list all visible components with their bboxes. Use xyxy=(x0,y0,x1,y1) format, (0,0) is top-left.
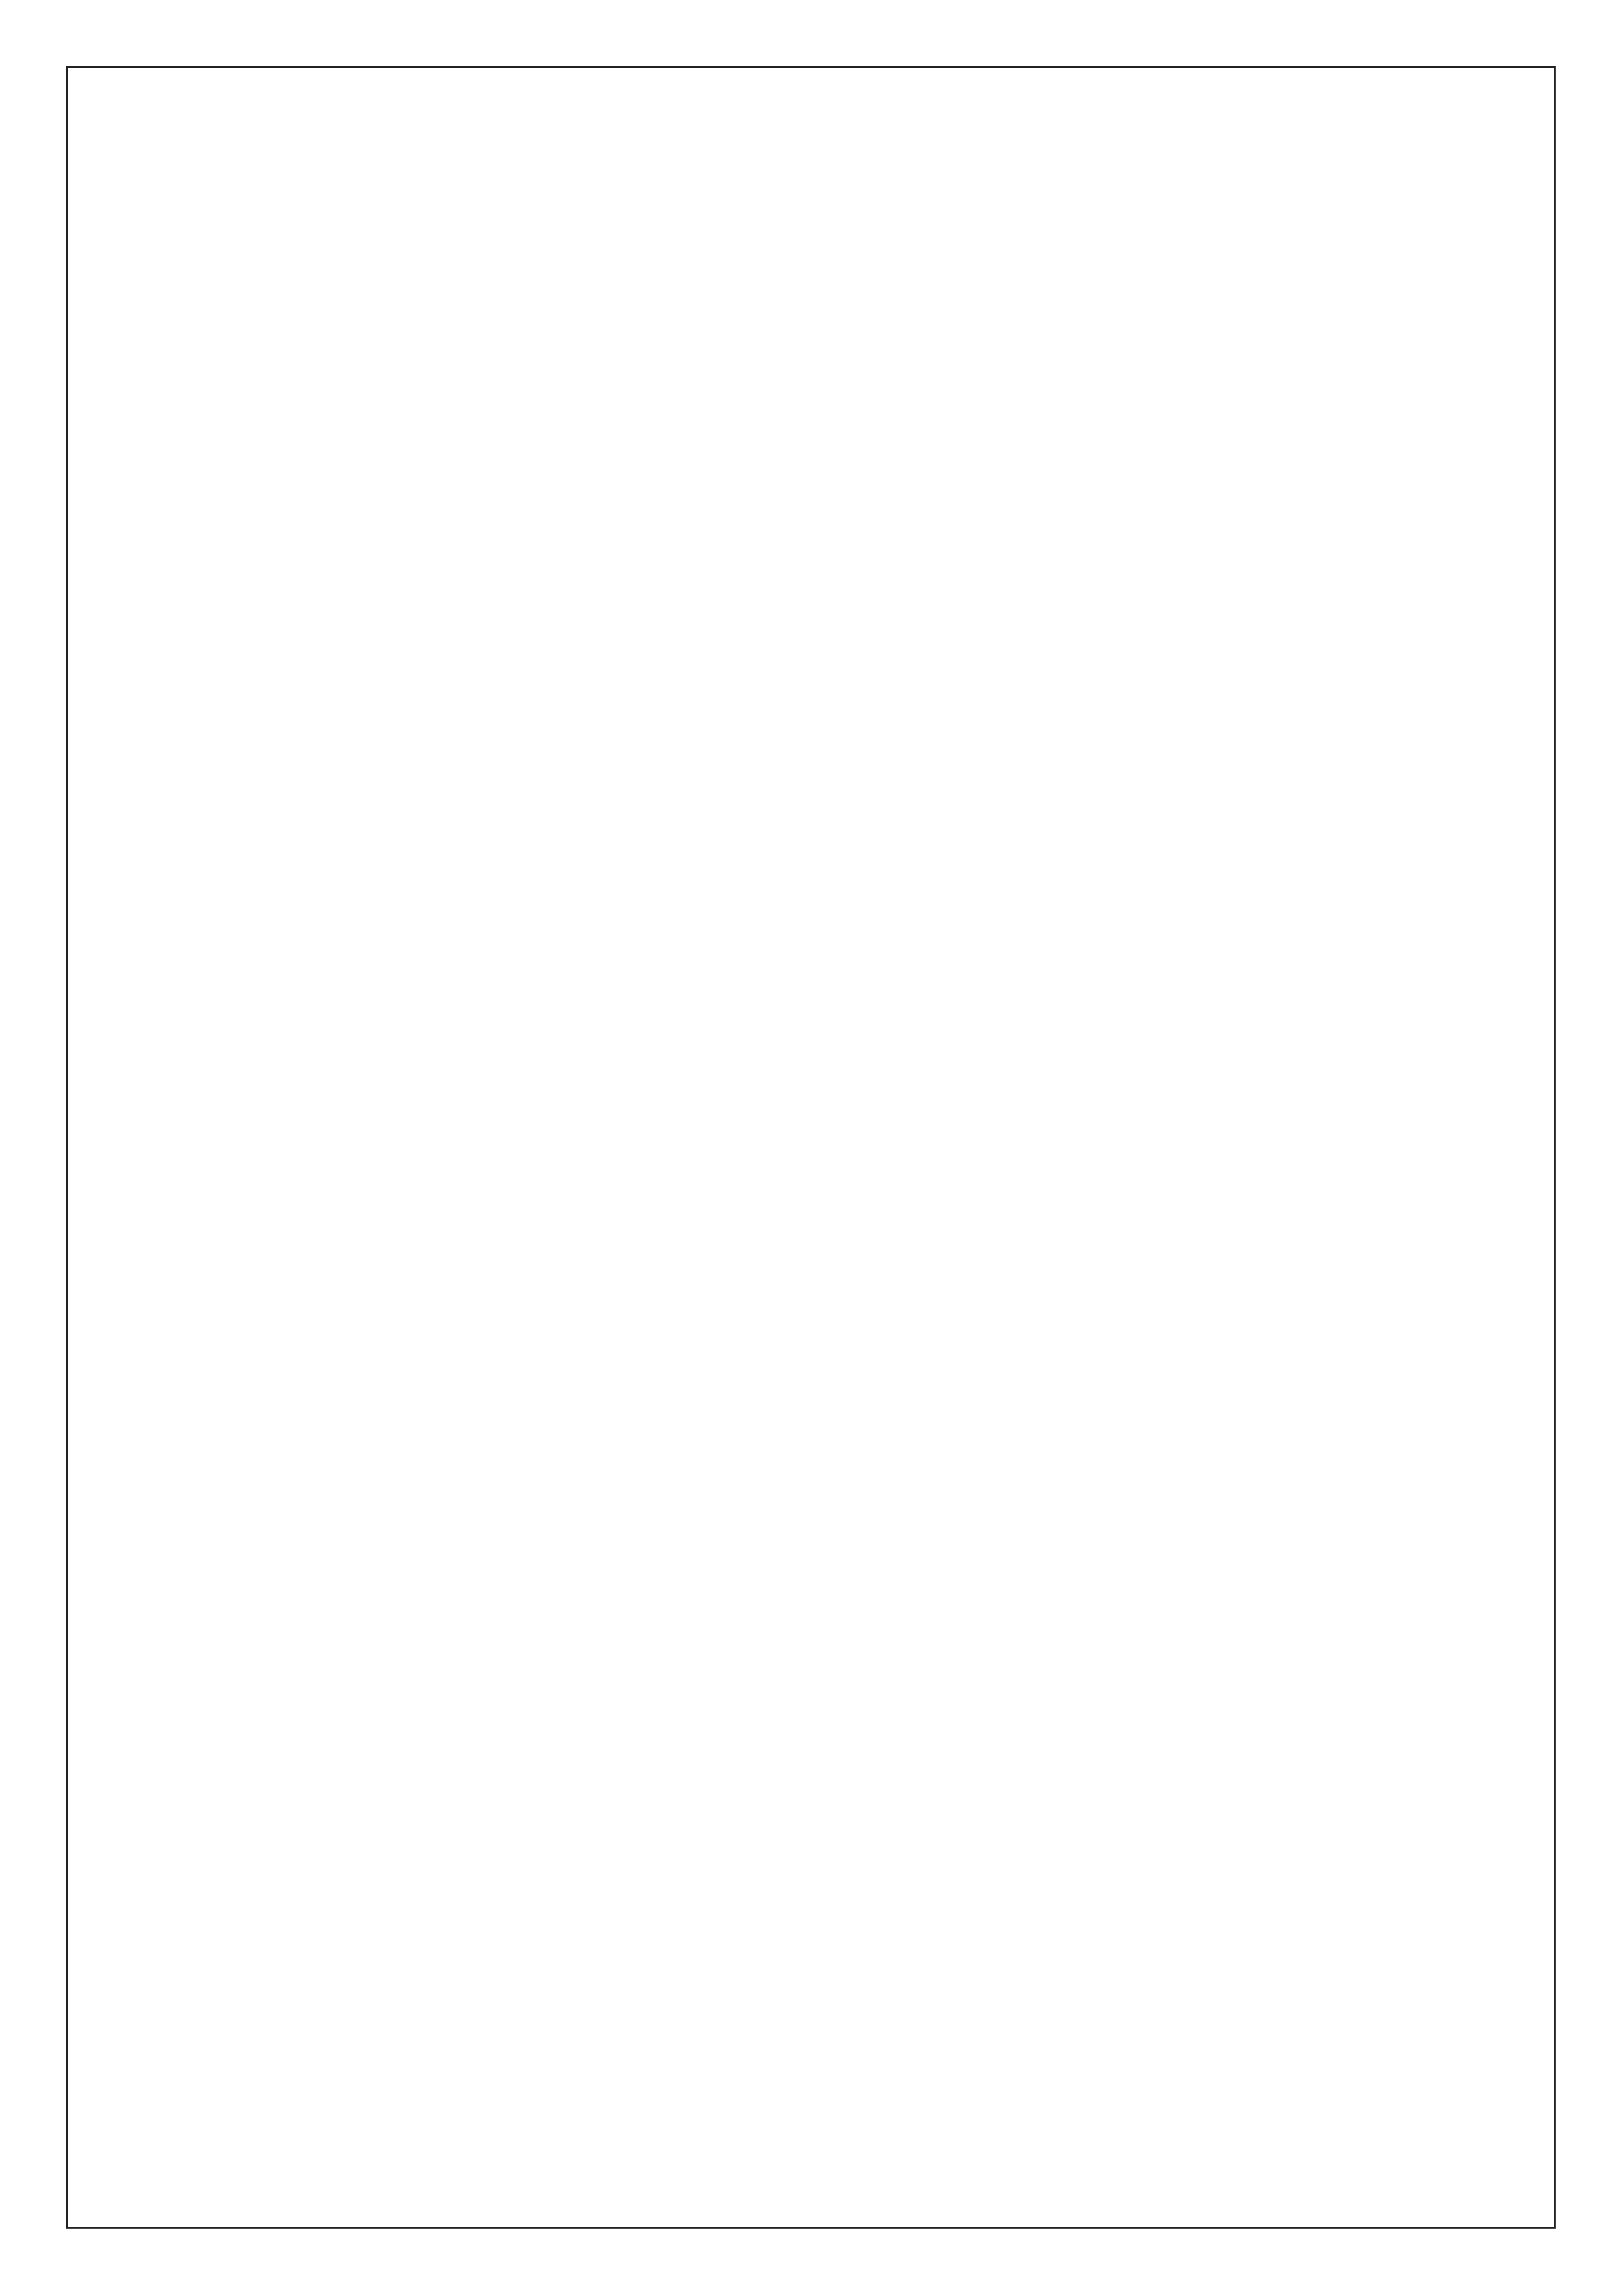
page-frame xyxy=(66,66,1556,2229)
